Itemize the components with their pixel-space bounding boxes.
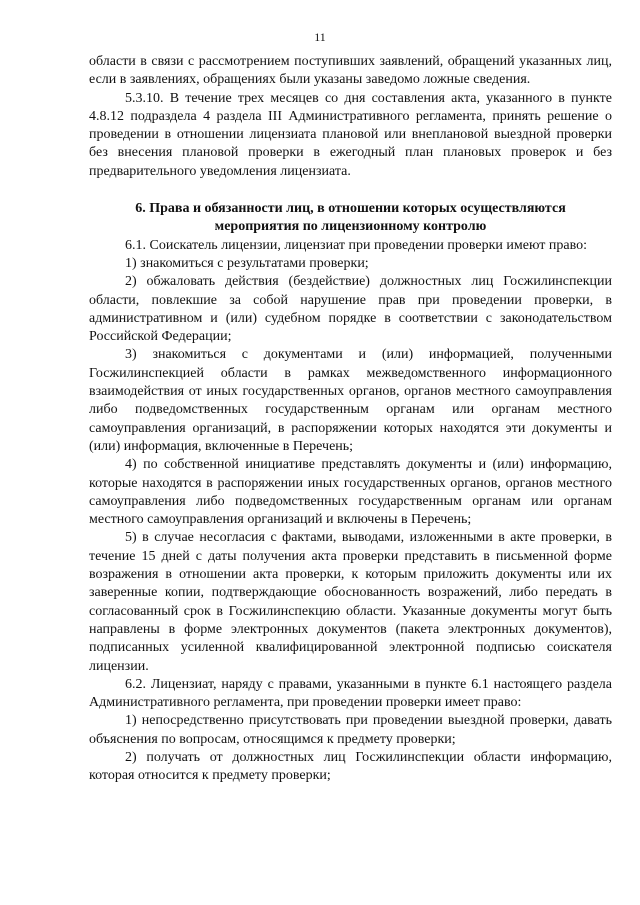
paragraph-6-1: 6.1. Соискатель лицензии, лицензиат при проведении проверки имеют право: <box>125 237 587 253</box>
list-item-6-1-4: 4) по собственной инициативе представлять документы и (или) информацию, которые находятся в распоряжении иных государственных органов, органов местного самоуправления либо подведомственных государственным органам или органам местного самоуправления организаций и включены в Перечень; <box>89 457 612 528</box>
list-item-6-2-2: 2) получать от должностных лиц Госжилинспекции области информацию, которая относится к предмету проверки; <box>89 749 612 784</box>
list-item-6-1-2: 2) обжаловать действия (бездействие) должностных лиц Госжилинспекции области, повлекшие за собой нарушение прав при проведении проверки, в административном и (или) судебном порядке в соответствии с законодательством Российской Федерации; <box>89 274 612 345</box>
paragraph-continuation: области в связи с рассмотрением поступивших заявлений, обращений указанных лиц, если в заявлениях, обращениях были указаны заведомо ложные сведения. <box>89 54 612 88</box>
list-item-6-1-5: 5) в случае несогласия с фактами, выводами, изложенными в акте проверки, в течение 15 дней с даты получения акта проверки представить в письменной форме возражения в отношении акта проверки, к которым приложить документы или их заверенные копии, подтверждающие обоснованность возражений, либо передать в согласованный срок в Госжилинспекцию области. Указанные документы могут быть направлены в форме электронных документов (пакета электронных документов), подписанных усиленной квалифицированной электронной подписью соискателя лицензии. <box>89 530 612 674</box>
paragraph-6-2: 6.2. Лицензиат, наряду с правами, указанными в пункте 6.1 настоящего раздела Административного регламента, при проведении проверки имеет право: <box>89 676 612 711</box>
list-item-6-1-1: 1) знакомиться с результатами проверки; <box>125 255 369 271</box>
document-body <box>89 53 612 786</box>
list-item-6-1-3: 3) знакомиться с документами и (или) информацией, полученными Госжилинспекцией области в рамках межведомственного информационного взаимодействия от иных государственных органов, органов местного самоуправления либо подведомственных государственным органам или органам местного самоуправления организаций, в распоряжении которых находятся эти документы и (или) информация, включенные в Перечень; <box>89 347 612 454</box>
list-item-6-2-1: 1) непосредственно присутствовать при проведении выездной проверки, давать объяснения по вопросам, относящимся к предмету проверки; <box>89 713 612 747</box>
page-number: 11 <box>314 30 326 44</box>
paragraph-5-3-10: 5.3.10. В течение трех месяцев со дня составления акта, указанного в пункте 4.8.12 подраздела 4 раздела III Административного регламента, принять решение о проведении в отношении лицензиата плановой или внеплановой выездной проверки без внесения плановой проверки в ежегодный план плановых проверок и без предварительного уведомления лицензиата. <box>89 90 612 179</box>
section-heading: 6. Права и обязанности лиц, в отношении которых осуществляются мероприятия по лицензионному контролю <box>135 201 566 235</box>
